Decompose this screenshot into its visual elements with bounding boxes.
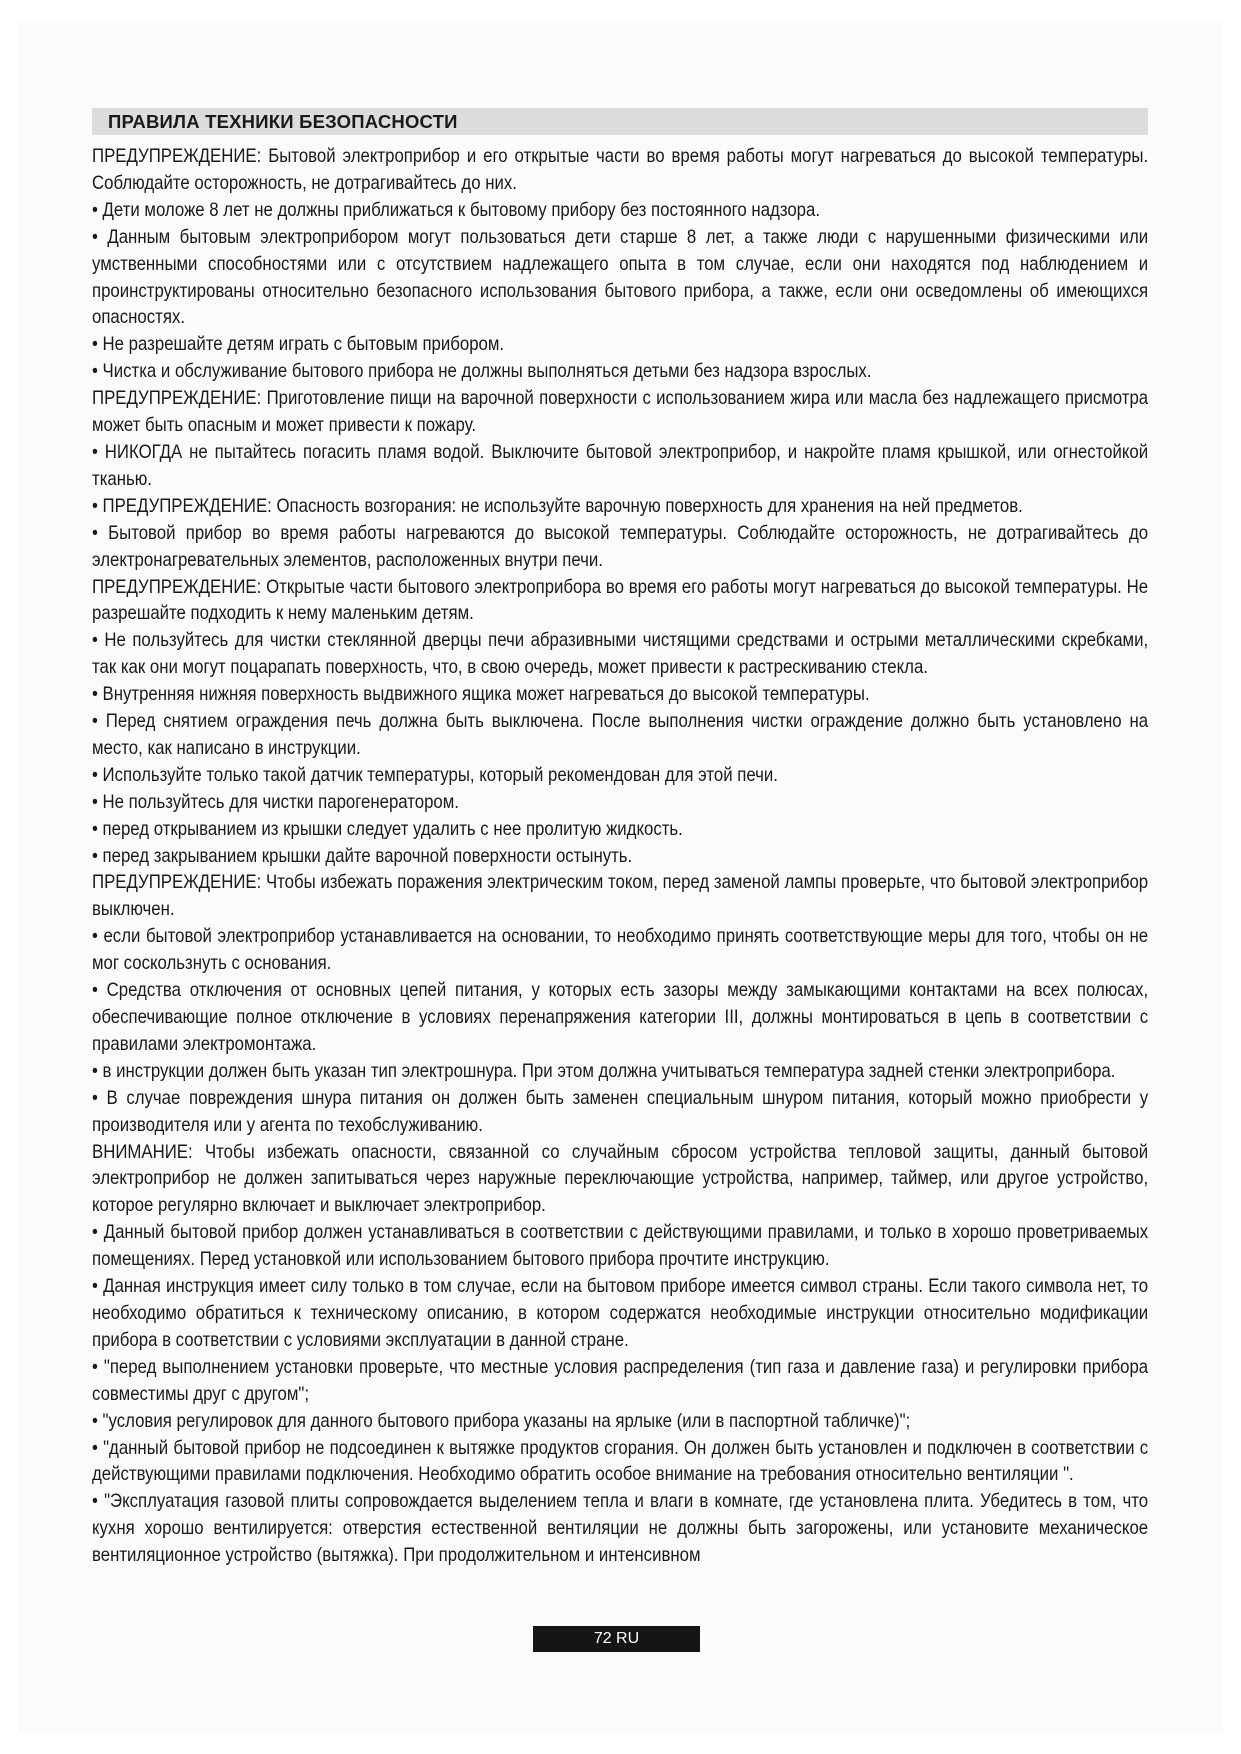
bullet-paragraph: • Внутренняя нижняя поверхность выдвижного ящика может нагреваться до высокой температуры. [92,684,870,706]
bullet-paragraph: • "перед выполнением установки проверьте, что местные условия распределения (тип газа и давление газа) и регулировки прибора совместимы друг с другом"; [92,1356,1149,1405]
bullet-paragraph: • В случае повреждения шнура питания он должен быть заменен специальным шнуром питания, который можно приобрести у производителя или у агента по техобслуживанию. [92,1087,1149,1136]
bullet-paragraph: • Дети моложе 8 лет не должны приближаться к бытовому прибору без постоянного надзора. [92,199,821,221]
bullet-paragraph: • перед открыванием из крышки следует удалить с нее пролитую жидкость. [92,818,683,840]
bullet-paragraph: • "данный бытовой прибор не подсоединен к вытяжке продуктов сгорания. Он должен быть установлен и подключен в соответствии с действующими правилами подключения. Необходимо обратить особое внимание на требования относительно вентиляции ". [92,1437,1149,1486]
section-header-bar [92,108,1148,135]
bullet-paragraph: • перед закрыванием крышки дайте варочной поверхности остынуть. [92,845,633,867]
warning-paragraph: ПРЕДУПРЕЖДЕНИЕ: Открытые части бытового электроприбора во время его работы могут нагреваться до высокой температуры. Не разрешайте подходить к нему маленьким детям. [92,576,1149,625]
bullet-paragraph: • Бытовой прибор во время работы нагреваются до высокой температуры. Соблюдайте осторожность, не дотрагивайтесь до электронагревательных элементов, расположенных внутри печи. [92,522,1149,571]
safety-rules-body [92,144,1149,1570]
section-title: ПРАВИЛА ТЕХНИКИ БЕЗОПАСНОСТИ [108,111,458,132]
bullet-paragraph: • Не пользуйтесь для чистки стеклянной дверцы печи абразивными чистящими средствами и острыми металлическими скребками, так как они могут поцарапать поверхность, что, в свою очередь, может привести к растрескиванию стекла. [92,630,1149,679]
bullet-paragraph: • Данная инструкция имеет силу только в том случае, если на бытовом приборе имеется символ страны. Если такого символа нет, то необходимо обратиться к техническому описанию, в котором содержатся необходимые инструкции относительно модификации прибора в соответствии с условиями эксплуатации в данной стране. [92,1276,1149,1351]
warning-paragraph: ПРЕДУПРЕЖДЕНИЕ: Приготовление пищи на варочной поверхности с использованием жира или масла без надлежащего присмотра может быть опасным и может привести к пожару. [92,388,1149,437]
warning-paragraph: ПРЕДУПРЕЖДЕНИЕ: Бытовой электроприбор и его открытые части во время работы могут нагреваться до высокой температуры. Соблюдайте осторожность, не дотрагивайтесь до них. [92,146,1149,194]
bullet-paragraph: • в инструкции должен быть указан тип электрошнура. При этом должна учитываться температура задней стенки электроприбора. [92,1060,1116,1082]
bullet-paragraph: • Не разрешайте детям играть с бытовым прибором. [92,334,505,356]
bullet-paragraph: • если бытовой электроприбор устанавливается на основании, то необходимо принять соответствующие меры для того, чтобы он не мог соскользнуть с основания. [92,926,1149,975]
attention-paragraph: ВНИМАНИЕ: Чтобы избежать опасности, связанной со случайным сбросом устройства тепловой защиты, данный бытовой электроприбор не должен запитываться через наружные переключающие устройства, например, таймер, или другое устройство, которое регулярно включает и выключает электроприбор. [92,1141,1149,1217]
bullet-paragraph: • НИКОГДА не пытайтесь погасить пламя водой. Выключите бытовой электроприбор, и накройте пламя крышкой, или огнестойкой тканью. [92,441,1149,490]
bullet-paragraph: • ПРЕДУПРЕЖДЕНИЕ: Опасность возгорания: не используйте варочную поверхность для хранения на ней предметов. [92,495,1023,517]
bullet-paragraph: • "Эксплуатация газовой плиты сопровождается выделением тепла и влаги в комнате, где установлена плита. Убедитесь в том, что кухня хорошо вентилируется: отверстия естественной вентиляции не должны быть загорожены, или установите механическое вентиляционное устройство (вытяжка). При продолжительном и интенсивном [92,1491,1149,1567]
bullet-paragraph: • Средства отключения от основных цепей питания, у которых есть зазоры между замыкающими контактами на всех полюсах, обеспечивающие полное отключение в условиях перенапряжения категории III, должны монтироваться в цепь в соответствии с правилами электромонтажа. [92,980,1149,1055]
bullet-paragraph: • Не пользуйтесь для чистки парогенератором. [92,791,459,813]
bullet-paragraph: • Данным бытовым электроприбором могут пользоваться дети старше 8 лет, а также люди с нарушенными физическими или умственными способностями или с отсутствием надлежащего опыта в том случае, если они находятся под наблюдением и проинструктированы относительно безопасного использования бытового прибора, а также, если они осведомлены об имеющихся опасностях. [92,226,1149,329]
bullet-paragraph: • Перед снятием ограждения печь должна быть выключена. После выполнения чистки ограждение должно быть установлено на место, как написано в инструкции. [92,711,1149,759]
bullet-paragraph: • Данный бытовой прибор должен устанавливаться в соответствии с действующими правилами, и только в хорошо проветриваемых помещениях. Перед установкой или использованием бытового прибора прочтите инструкцию. [92,1222,1149,1271]
bullet-paragraph: • "условия регулировок для данного бытового прибора указаны на ярлыке (или в паспортной табличке)"; [92,1410,911,1432]
bullet-paragraph: • Чистка и обслуживание бытового прибора не должны выполняться детьми без надзора взрослых. [92,361,872,383]
bullet-paragraph: • Используйте только такой датчик температуры, который рекомендован для этой печи. [92,764,778,786]
warning-paragraph: ПРЕДУПРЕЖДЕНИЕ: Чтобы избежать поражения электрическим током, перед заменой лампы проверьте, что бытовой электроприбор выключен. [92,872,1149,921]
page-number: 72 RU [533,1626,700,1652]
